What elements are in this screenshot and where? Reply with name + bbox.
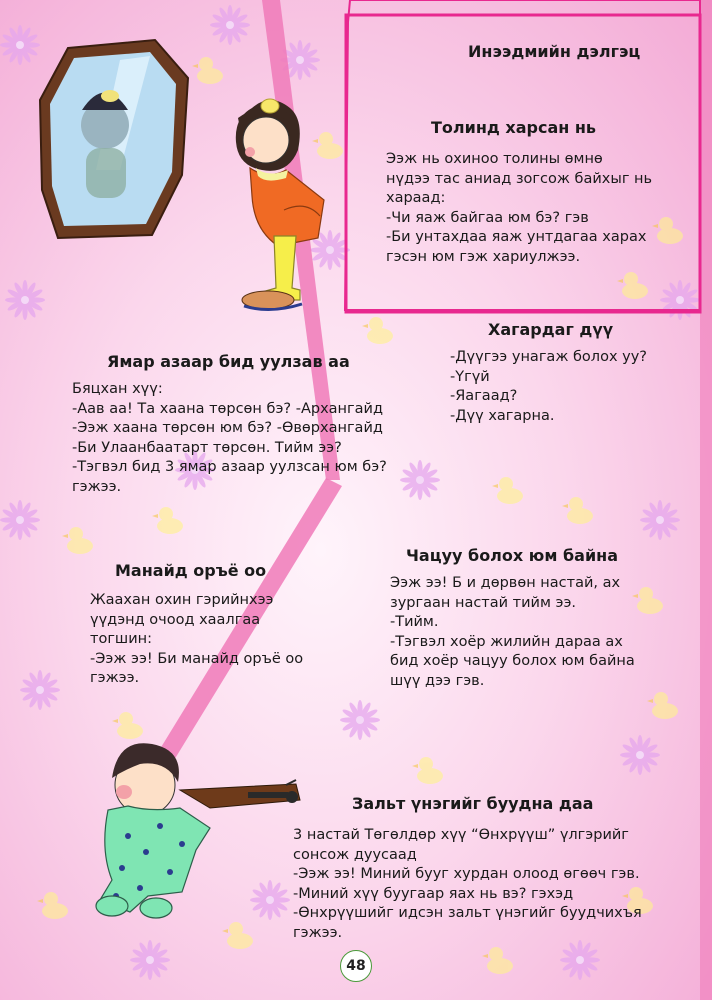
story-title: Ямар азаар бид уулзав аа bbox=[107, 352, 350, 371]
story-title: Манайд оръё оо bbox=[115, 561, 267, 580]
story-title: Хагардаг дүү bbox=[488, 320, 614, 339]
story-title: Толинд харсан нь bbox=[431, 118, 597, 137]
page-title: Инээдмийн дэлгэц bbox=[468, 42, 641, 61]
mirror-illustration bbox=[40, 40, 188, 238]
story-title: Зальт үнэгийг буудна даа bbox=[352, 794, 594, 813]
story-text: 3 настай Төгөлдөр хүү “Өнхрүүш” үлгэрийг сонсож дуусаад -Ээж ээ! Миний бууг хурдан олоод өгөөч гэв. -Миний хүү буугаар яах нь вэ? гэхэд -Өнхрүүшийг идсэн зальт үнэгийг буудчихъя гэжээ. bbox=[293, 827, 642, 941]
page-number: 48 bbox=[340, 950, 372, 982]
story-text: Жаахан охин гэрийнхээ үүдэнд очоод хаалгаа тогшин: -Ээж ээ! Би манайд оръё оо гэжээ. bbox=[90, 592, 304, 686]
story-title: Чацуу болох юм байна bbox=[406, 546, 619, 565]
story-text: Бяцхан хүү: -Аав аа! Та хаана төрсөн бэ? -Архангайд -Ээж хаана төрсөн юм бэ? -Өвөрхангайд -Би Улаанбаатарт төрсөн. Тийм ээ? -Тэгвэл бид 3 ямар азаар уулзсан юм бэ? гэжээ. bbox=[72, 381, 387, 495]
story-text: Ээж нь охиноо толины өмнө нүдээ тас аниад зогсож байхыг нь хараад: -Чи яаж байгаа юм бэ? гэв -Би унтахдаа яаж унтдагаа харах гэсэн юм гэж хариулжээ. bbox=[386, 151, 653, 265]
story-text: Ээж ээ! Б и дөрвөн настай, ах зургаан настай тийм ээ. -Тийм. -Тэгвэл хоёр жилийн дараа ах бид хоёр чацуу болох юм байна шүү дээ гэв. bbox=[390, 575, 635, 689]
story-text: -Дүүгээ унагаж болох уу? -Үгүй -Яагаад? -Дүү хагарна. bbox=[450, 349, 647, 424]
